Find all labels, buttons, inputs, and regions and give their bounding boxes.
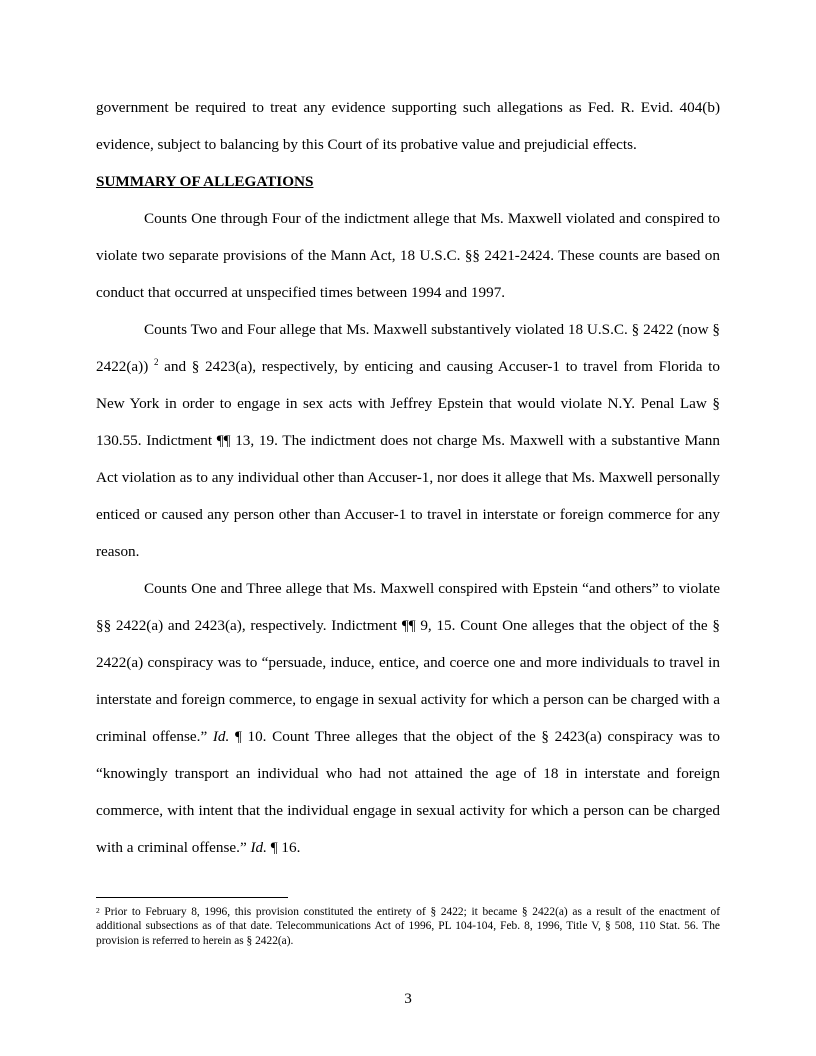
paragraph-counts-one-through-four: Counts One through Four of the indictment allege that Ms. Maxwell violated and conspired to violate two separate provisions of the Mann Act, 18 U.S.C. §§ 2421-2424. These counts are based on conduct that occurred at unspecified times between 1994 and 1997. xyxy=(96,210,720,301)
page-number: 3 xyxy=(404,990,412,1007)
paragraph-text: ¶ 10. Count Three alleges that the object of the § 2423(a) conspiracy was to “knowingly transport an individual who had not attained the age of 18 in interstate and foreign commerce, with intent that the individual engage in sexual activity for which a person can be charged with a criminal offense.” xyxy=(96,728,720,856)
paragraph-text: Counts One and Three allege that Ms. Maxwell conspired with Epstein “and others” to violate §§ 2422(a) and 2423(a), respectively. Indictment ¶¶ 9, 15. Count One alleges that the object of the § 2422(a) conspiracy was to “persuade, induce, entice, and coerce one and more individuals to travel in interstate and foreign commerce, to engage in sexual activity for which a person can be charged with a criminal offense.” xyxy=(96,580,720,745)
body-text xyxy=(96,89,720,866)
paragraph-text: and § 2423(a), respectively, by enticing and causing Accuser-1 to travel from Florida to New York in order to engage in sex acts with Jeffrey Epstein that would violate N.Y. Penal Law § 130.55. Indictment ¶¶ 13, 19. The indictment does not charge Ms. Maxwell with a substantive Mann Act violation as to any individual other than Accuser-1, nor does it allege that Ms. Maxwell personally enticed or caused any person other than Accuser-1 to travel in interstate or foreign commerce for any reason. xyxy=(96,358,720,560)
continuation-paragraph: government be required to treat any evidence supporting such allegations as Fed. R. Evid. 404(b) evidence, subject to balancing by this Court of its probative value and prejudicial effects. xyxy=(96,99,720,153)
section-heading: SUMMARY OF ALLEGATIONS xyxy=(96,173,314,190)
footnote-reference: 2 xyxy=(153,357,159,367)
footnote-divider xyxy=(96,897,288,898)
paragraph-counts-two-and-four xyxy=(96,311,720,570)
paragraph-counts-one-and-three xyxy=(96,570,720,866)
footnote-text: Prior to February 8, 1996, this provision constituted the entirety of § 2422; it became § 2422(a) as a result of the enactment of additional subsections as of that date. Telecommunications Act of 1996, PL 104-104, Feb. 8, 1996, Title V, § 508, 110 Stat. 56. The provision is referred to herein as § 2422(a). xyxy=(96,906,720,947)
paragraph-text: ¶ 16. xyxy=(266,839,301,856)
citation-id: Id. xyxy=(250,839,267,856)
citation-id: Id. xyxy=(212,728,230,745)
paragraph-text: Counts Two and Four allege that Ms. Maxwell substantively violated 18 U.S.C. § 2422 (now § 2422(a)) xyxy=(96,321,720,375)
footnote xyxy=(96,905,720,948)
footnote-marker: 2 xyxy=(96,906,100,915)
